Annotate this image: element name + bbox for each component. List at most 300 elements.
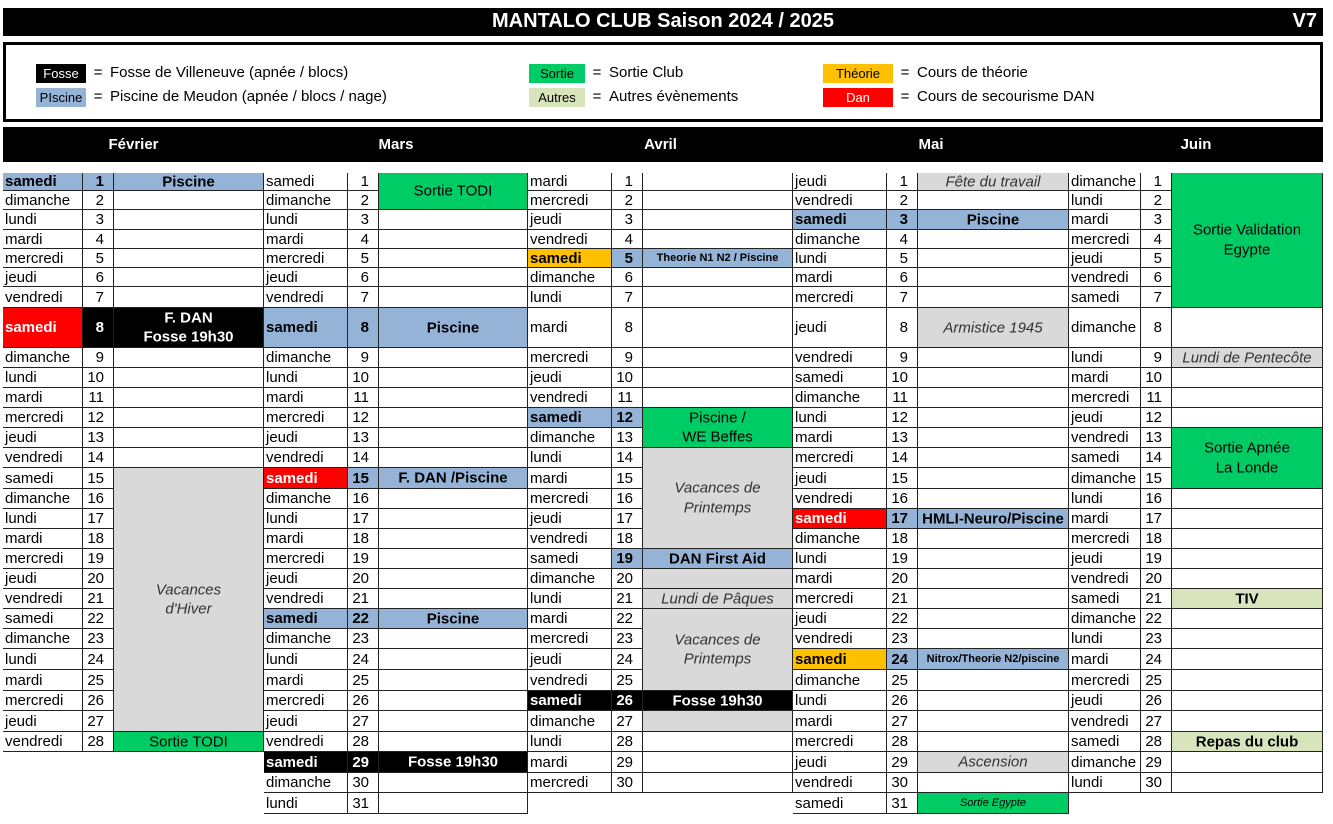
day-name-cell: vendredi	[793, 348, 887, 368]
empty-event-cell	[1172, 752, 1323, 773]
day-number-cell: 20	[83, 569, 114, 589]
empty-event-cell	[114, 368, 264, 388]
day-number-cell: 27	[348, 711, 379, 732]
empty-event-cell	[379, 711, 528, 732]
day-name-cell: mercredi	[1069, 388, 1141, 408]
empty-event-cell	[643, 368, 793, 388]
empty-event-cell	[918, 711, 1069, 732]
day-number-cell: 8	[612, 308, 643, 348]
day-number-cell: 21	[83, 589, 114, 609]
day-number-cell: 22	[348, 609, 379, 629]
event-cell	[918, 752, 1069, 773]
day-name-cell: mardi	[3, 670, 83, 691]
day-name-cell: samedi	[264, 308, 348, 348]
day-number-cell: 25	[83, 670, 114, 691]
day-name-cell: samedi	[793, 509, 887, 529]
empty-event-cell	[918, 529, 1069, 549]
day-number-cell: 4	[83, 230, 114, 249]
day-number-cell: 22	[887, 609, 918, 629]
day-number-cell: 11	[887, 388, 918, 408]
event-label: Piscine	[162, 173, 215, 190]
empty-event-cell	[1172, 691, 1323, 711]
empty-event-cell	[1172, 549, 1323, 569]
empty-event-cell	[918, 569, 1069, 589]
event-label: DAN First Aid	[669, 549, 766, 567]
empty-event-cell	[114, 348, 264, 368]
event-cell	[918, 173, 1069, 191]
day-name-cell: lundi	[3, 210, 83, 230]
day-name-cell: vendredi	[264, 589, 348, 609]
day-number-cell: 9	[83, 348, 114, 368]
empty-event-cell	[918, 408, 1069, 428]
day-number-cell: 19	[1141, 549, 1172, 569]
day-name-cell: mardi	[528, 173, 612, 191]
day-name-cell: jeudi	[528, 649, 612, 670]
event-label: Repas du club	[1195, 732, 1299, 750]
day-name-cell: mercredi	[3, 691, 83, 711]
day-name-cell: mercredi	[1069, 230, 1141, 249]
day-name-cell: mercredi	[793, 732, 887, 752]
month-header: Mars	[378, 136, 414, 153]
day-name-cell: lundi	[264, 509, 348, 529]
day-name-cell: lundi	[793, 249, 887, 268]
legend-equals: =	[592, 64, 602, 81]
day-number-cell: 28	[83, 732, 114, 752]
event-cell	[1172, 732, 1323, 752]
day-number-cell: 1	[348, 173, 379, 191]
day-number-cell: 25	[348, 670, 379, 691]
day-number-cell: 18	[1141, 529, 1172, 549]
event-cell	[379, 308, 528, 348]
day-number-cell: 17	[887, 509, 918, 529]
empty-event-cell	[379, 368, 528, 388]
day-number-cell: 7	[887, 287, 918, 308]
empty-event-cell	[643, 348, 793, 368]
empty-event-cell	[1172, 629, 1323, 649]
month-header: Juin	[1180, 136, 1212, 153]
empty-event-cell	[1172, 711, 1323, 732]
day-name-cell: vendredi	[1069, 711, 1141, 732]
day-number-cell: 11	[612, 388, 643, 408]
day-name-cell: dimanche	[1069, 609, 1141, 629]
day-number-cell: 3	[612, 210, 643, 230]
day-number-cell: 6	[1141, 268, 1172, 287]
empty-event-cell	[918, 249, 1069, 268]
day-number-cell: 18	[887, 529, 918, 549]
empty-event-cell	[918, 428, 1069, 448]
day-name-cell: mardi	[1069, 368, 1141, 388]
event-label: Fête du travail	[945, 173, 1041, 190]
day-name-cell: mercredi	[3, 249, 83, 268]
event-cell	[114, 468, 264, 732]
day-number-cell: 28	[348, 732, 379, 752]
day-number-cell: 3	[348, 210, 379, 230]
day-number-cell: 16	[887, 489, 918, 509]
day-name-cell: lundi	[1069, 773, 1141, 793]
day-name-cell: mardi	[793, 569, 887, 589]
day-name-cell: dimanche	[3, 629, 83, 649]
empty-event-cell	[114, 408, 264, 428]
day-number-cell: 25	[1141, 670, 1172, 691]
empty-event-cell	[379, 670, 528, 691]
event-label: Armistice 1945	[943, 318, 1043, 336]
day-name-cell: mardi	[1069, 649, 1141, 670]
day-name-cell: jeudi	[528, 368, 612, 388]
day-name-cell: jeudi	[264, 428, 348, 448]
day-number-cell: 28	[1141, 732, 1172, 752]
event-cell	[918, 793, 1069, 814]
legend	[3, 42, 1323, 122]
empty-event-cell	[379, 287, 528, 308]
day-number-cell: 9	[348, 348, 379, 368]
title-bar	[3, 8, 1323, 36]
day-name-cell: mardi	[264, 230, 348, 249]
day-number-cell: 26	[83, 691, 114, 711]
day-number-cell: 3	[1141, 210, 1172, 230]
empty-event-cell	[643, 173, 793, 191]
empty-event-cell	[918, 448, 1069, 468]
empty-event-cell	[114, 388, 264, 408]
day-name-cell: dimanche	[793, 670, 887, 691]
day-name-cell: vendredi	[528, 388, 612, 408]
day-number-cell: 4	[612, 230, 643, 249]
legend-swatch: Dan	[823, 88, 893, 107]
event-cell	[643, 249, 793, 268]
day-number-cell: 8	[83, 308, 114, 348]
day-name-cell: samedi	[3, 308, 83, 348]
legend-swatch: Autres	[529, 88, 585, 107]
day-number-cell: 4	[348, 230, 379, 249]
empty-event-cell	[114, 249, 264, 268]
legend-item	[823, 87, 1095, 107]
empty-event-cell	[114, 428, 264, 448]
day-number-cell: 28	[887, 732, 918, 752]
day-name-cell: jeudi	[1069, 249, 1141, 268]
empty-event-cell	[918, 191, 1069, 210]
day-number-cell: 21	[887, 589, 918, 609]
day-number-cell: 5	[348, 249, 379, 268]
day-name-cell: lundi	[793, 549, 887, 569]
day-number-cell: 2	[83, 191, 114, 210]
day-name-cell: mercredi	[264, 549, 348, 569]
day-number-cell: 23	[887, 629, 918, 649]
day-number-cell: 20	[612, 569, 643, 589]
day-name-cell: mercredi	[264, 691, 348, 711]
day-number-cell: 15	[887, 468, 918, 489]
day-number-cell: 13	[1141, 428, 1172, 448]
event-cell	[1172, 589, 1323, 609]
event-label: HMLI-Neuro/Piscine	[922, 509, 1064, 527]
day-name-cell: jeudi	[528, 509, 612, 529]
empty-event-cell	[643, 268, 793, 287]
day-number-cell: 7	[1141, 287, 1172, 308]
day-name-cell: mardi	[3, 388, 83, 408]
day-name-cell: lundi	[3, 649, 83, 670]
event-label: Sortie Egypte	[959, 796, 1027, 809]
event-label: Piscine	[426, 318, 480, 336]
day-number-cell: 24	[83, 649, 114, 670]
event-cell	[114, 732, 264, 752]
day-name-cell: samedi	[264, 173, 348, 191]
day-name-cell: jeudi	[3, 711, 83, 732]
day-number-cell: 6	[83, 268, 114, 287]
day-number-cell: 22	[612, 609, 643, 629]
day-name-cell: dimanche	[1069, 173, 1141, 191]
day-name-cell: mercredi	[793, 589, 887, 609]
empty-event-cell	[918, 489, 1069, 509]
day-number-cell: 10	[83, 368, 114, 388]
day-number-cell: 11	[1141, 388, 1172, 408]
event-cell	[643, 408, 793, 448]
legend-description: Piscine de Meudon (apnée / blocs / nage)	[110, 88, 387, 105]
empty-event-cell	[379, 230, 528, 249]
event-cell	[1172, 428, 1323, 489]
day-name-cell: lundi	[1069, 629, 1141, 649]
day-name-cell: dimanche	[264, 348, 348, 368]
day-name-cell: lundi	[264, 649, 348, 670]
legend-description: Cours de secourisme DAN	[917, 88, 1095, 105]
empty-event-cell	[379, 589, 528, 609]
day-name-cell: dimanche	[1069, 468, 1141, 489]
empty-event-cell	[1172, 368, 1323, 388]
day-name-cell: mercredi	[528, 629, 612, 649]
day-name-cell: mardi	[793, 711, 887, 732]
day-number-cell: 23	[612, 629, 643, 649]
day-name-cell: vendredi	[793, 629, 887, 649]
day-name-cell: vendredi	[1069, 428, 1141, 448]
day-number-cell: 1	[83, 173, 114, 191]
day-name-cell: jeudi	[264, 268, 348, 287]
legend-equals: =	[900, 64, 910, 81]
month-header: Mai	[918, 136, 944, 153]
empty-event-cell	[379, 649, 528, 670]
day-name-cell: vendredi	[264, 287, 348, 308]
empty-event-cell	[643, 752, 793, 773]
day-number-cell: 17	[612, 509, 643, 529]
day-number-cell: 26	[1141, 691, 1172, 711]
day-name-cell: mercredi	[793, 287, 887, 308]
day-name-cell: mardi	[1069, 210, 1141, 230]
day-number-cell: 13	[887, 428, 918, 448]
day-number-cell: 5	[887, 249, 918, 268]
day-name-cell: samedi	[528, 408, 612, 428]
day-number-cell: 12	[1141, 408, 1172, 428]
day-name-cell: lundi	[528, 287, 612, 308]
day-name-cell: mardi	[3, 529, 83, 549]
empty-event-cell	[643, 308, 793, 348]
day-name-cell: samedi	[264, 609, 348, 629]
day-number-cell: 1	[612, 173, 643, 191]
day-name-cell: mardi	[264, 388, 348, 408]
day-number-cell: 28	[612, 732, 643, 752]
day-name-cell: mercredi	[3, 549, 83, 569]
day-number-cell: 23	[83, 629, 114, 649]
day-name-cell: mercredi	[528, 489, 612, 509]
day-number-cell: 15	[1141, 468, 1172, 489]
day-name-cell: jeudi	[264, 711, 348, 732]
empty-event-cell	[379, 210, 528, 230]
day-number-cell: 19	[887, 549, 918, 569]
day-number-cell: 26	[887, 691, 918, 711]
legend-equals: =	[93, 64, 103, 81]
day-name-cell: vendredi	[1069, 569, 1141, 589]
empty-event-cell	[918, 348, 1069, 368]
day-name-cell: dimanche	[1069, 308, 1141, 348]
day-number-cell: 15	[348, 468, 379, 489]
day-number-cell: 5	[83, 249, 114, 268]
day-number-cell: 18	[612, 529, 643, 549]
empty-event-cell	[379, 691, 528, 711]
day-number-cell: 21	[612, 589, 643, 609]
day-number-cell: 31	[348, 793, 379, 814]
day-name-cell: samedi	[3, 609, 83, 629]
empty-event-cell	[114, 210, 264, 230]
empty-event-cell	[379, 388, 528, 408]
day-number-cell: 30	[348, 773, 379, 793]
day-name-cell: mercredi	[264, 408, 348, 428]
day-name-cell: samedi	[793, 649, 887, 670]
empty-event-cell	[379, 509, 528, 529]
day-number-cell: 14	[348, 448, 379, 468]
day-name-cell: samedi	[3, 173, 83, 191]
empty-event-cell	[643, 210, 793, 230]
day-number-cell: 24	[612, 649, 643, 670]
day-number-cell: 31	[887, 793, 918, 814]
day-number-cell: 21	[1141, 589, 1172, 609]
day-number-cell: 13	[83, 428, 114, 448]
event-cell	[1172, 173, 1323, 308]
empty-event-cell	[379, 569, 528, 589]
day-number-cell: 19	[348, 549, 379, 569]
day-name-cell: dimanche	[528, 268, 612, 287]
empty-event-cell	[918, 609, 1069, 629]
day-number-cell: 7	[348, 287, 379, 308]
empty-event-cell	[114, 230, 264, 249]
day-name-cell: mercredi	[528, 191, 612, 210]
empty-event-cell	[1172, 308, 1323, 348]
day-name-cell: mercredi	[528, 773, 612, 793]
event-label: Piscine	[966, 210, 1020, 228]
day-number-cell: 26	[348, 691, 379, 711]
day-name-cell: vendredi	[3, 589, 83, 609]
day-number-cell: 9	[612, 348, 643, 368]
day-number-cell: 29	[348, 752, 379, 773]
empty-event-cell	[1172, 649, 1323, 670]
event-cell	[918, 308, 1069, 348]
event-cell	[114, 173, 264, 191]
day-name-cell: dimanche	[1069, 752, 1141, 773]
day-name-cell: vendredi	[3, 732, 83, 752]
empty-event-cell	[379, 448, 528, 468]
day-name-cell: dimanche	[3, 348, 83, 368]
empty-event-cell	[1172, 670, 1323, 691]
empty-event-cell	[918, 268, 1069, 287]
event-cell	[643, 569, 793, 589]
day-number-cell: 5	[612, 249, 643, 268]
day-name-cell: mardi	[3, 230, 83, 249]
empty-event-cell	[379, 408, 528, 428]
empty-event-cell	[918, 589, 1069, 609]
day-number-cell: 26	[612, 691, 643, 711]
day-name-cell: dimanche	[264, 191, 348, 210]
empty-event-cell	[918, 468, 1069, 489]
day-name-cell: mercredi	[3, 408, 83, 428]
day-name-cell: jeudi	[793, 609, 887, 629]
day-name-cell: samedi	[793, 368, 887, 388]
day-number-cell: 2	[348, 191, 379, 210]
legend-equals: =	[900, 88, 910, 105]
day-number-cell: 30	[887, 773, 918, 793]
empty-event-cell	[918, 388, 1069, 408]
legend-swatch: PIscine	[36, 88, 86, 107]
day-number-cell: 16	[83, 489, 114, 509]
day-name-cell: samedi	[1069, 287, 1141, 308]
event-cell	[918, 649, 1069, 670]
event-cell	[918, 509, 1069, 529]
page-title: MANTALO CLUB Saison 2024 / 2025	[492, 10, 834, 32]
empty-event-cell	[918, 230, 1069, 249]
day-name-cell: mercredi	[793, 448, 887, 468]
day-name-cell: samedi	[793, 210, 887, 230]
legend-equals: =	[592, 88, 602, 105]
empty-event-cell	[1172, 408, 1323, 428]
day-name-cell: dimanche	[793, 230, 887, 249]
day-name-cell: lundi	[264, 210, 348, 230]
day-number-cell: 10	[1141, 368, 1172, 388]
day-number-cell: 24	[887, 649, 918, 670]
empty-event-cell	[643, 388, 793, 408]
day-name-cell: vendredi	[1069, 268, 1141, 287]
day-number-cell: 22	[83, 609, 114, 629]
event-cell	[918, 210, 1069, 230]
event-label: Piscine	[426, 609, 480, 627]
day-number-cell: 23	[348, 629, 379, 649]
day-name-cell: samedi	[264, 752, 348, 773]
event-cell	[643, 609, 793, 691]
legend-description: Cours de théorie	[917, 64, 1028, 81]
day-number-cell: 3	[83, 210, 114, 230]
day-number-cell: 1	[887, 173, 918, 191]
day-number-cell: 2	[887, 191, 918, 210]
event-label: Sortie Validation Egypte	[1192, 221, 1302, 258]
day-number-cell: 10	[612, 368, 643, 388]
day-name-cell: dimanche	[264, 489, 348, 509]
event-label: Fosse 19h30	[407, 753, 499, 771]
day-number-cell: 6	[612, 268, 643, 287]
empty-event-cell	[918, 549, 1069, 569]
day-name-cell: mercredi	[1069, 529, 1141, 549]
day-number-cell: 23	[1141, 629, 1172, 649]
day-number-cell: 29	[1141, 752, 1172, 773]
day-name-cell: lundi	[528, 589, 612, 609]
day-name-cell: jeudi	[264, 569, 348, 589]
day-number-cell: 8	[348, 308, 379, 348]
day-name-cell: samedi	[3, 468, 83, 489]
day-number-cell: 13	[348, 428, 379, 448]
day-name-cell: samedi	[528, 249, 612, 268]
day-name-cell: dimanche	[3, 489, 83, 509]
day-number-cell: 27	[612, 711, 643, 732]
day-number-cell: 16	[1141, 489, 1172, 509]
day-name-cell: mardi	[528, 609, 612, 629]
event-label: Sortie TODI	[413, 182, 493, 200]
day-name-cell: samedi	[1069, 589, 1141, 609]
day-number-cell: 12	[348, 408, 379, 428]
day-name-cell: jeudi	[3, 428, 83, 448]
day-name-cell: lundi	[1069, 489, 1141, 509]
empty-event-cell	[918, 368, 1069, 388]
event-label: Vacances de Printemps	[674, 631, 761, 668]
